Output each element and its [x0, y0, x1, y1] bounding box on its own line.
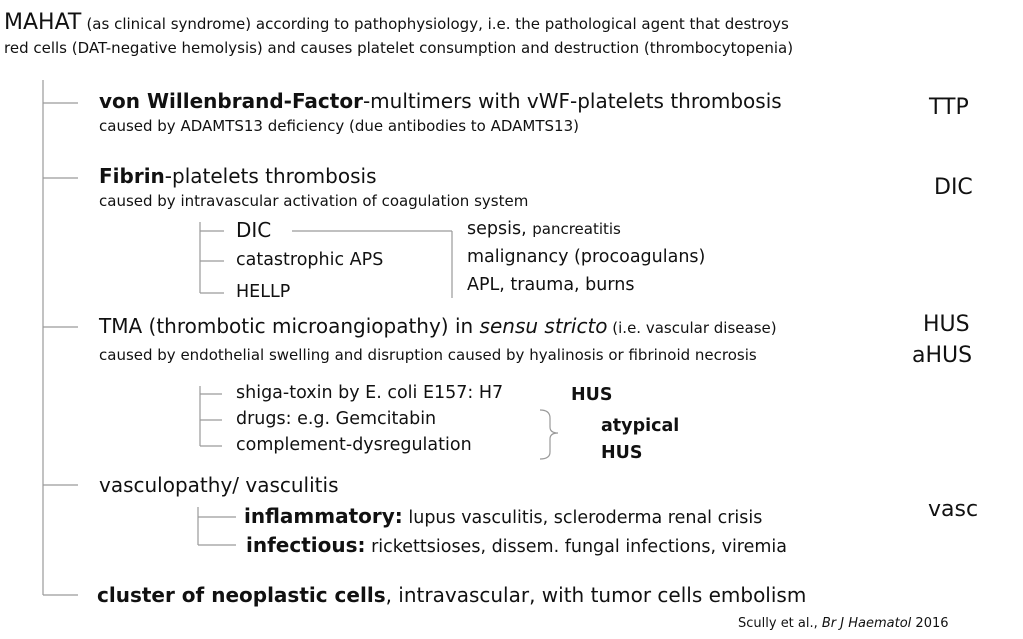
tag-vasc: vasc	[928, 497, 979, 522]
tma-child-tag-atypical-hus: HUS	[601, 443, 643, 463]
ttp-heading-bold: von Willenbrand-Factor	[99, 89, 363, 113]
citation-journal: Br J Haematol	[821, 616, 912, 631]
dic-cause-sepsis	[467, 219, 621, 239]
tag-dic: DIC	[934, 175, 973, 200]
neoplastic-heading	[97, 584, 806, 607]
tma-child-tag-hus: HUS	[571, 385, 613, 405]
citation-year: 2016	[911, 616, 949, 631]
header-text-1: (as clinical syndrome) according to pathophysiology, i.e. the pathological agent that destroys	[86, 15, 789, 33]
dic-child-catastrophic-aps: catastrophic APS	[236, 250, 384, 270]
neoplastic-heading-bold: cluster of neoplastic cells	[97, 583, 386, 607]
dic-heading-rest: -platelets thrombosis	[164, 164, 377, 188]
neoplastic-heading-rest: , intravascular, with tumor cells embolism	[385, 583, 807, 607]
dic-heading	[99, 165, 377, 188]
dic-cause-apl: APL, trauma, burns	[467, 275, 635, 295]
citation	[738, 617, 949, 632]
vasc-infectious-label: infectious:	[246, 533, 366, 557]
tma-subtext: caused by endothelial swelling and disruption caused by hyalinosis or fibrinoid necrosis	[99, 346, 757, 364]
ttp-heading-rest: -multimers with vWF-platelets thrombosis	[362, 89, 782, 113]
tma-heading-italic: sensu stricto	[479, 314, 608, 338]
tag-hus: HUS	[923, 312, 970, 337]
dic-child-hellp: HELLP	[236, 282, 291, 302]
tma-child-complement: complement-dysregulation	[236, 435, 472, 455]
tma-child-tag-atypical: atypical	[601, 416, 680, 436]
dic-child-dic: DIC	[236, 218, 272, 242]
vasc-inflammatory-text: lupus vasculitis, scleroderma renal crisis	[402, 508, 763, 528]
tma-heading	[99, 315, 777, 338]
cause-pancreatitis: pancreatitis	[532, 220, 621, 238]
vasc-inflammatory	[244, 505, 762, 528]
tma-child-drugs: drugs: e.g. Gemcitabin	[236, 409, 437, 429]
citation-authors: Scully et al.,	[738, 616, 822, 631]
vasc-infectious-text: rickettsioses, dissem. fungal infections, viremia	[365, 537, 788, 557]
dic-cause-malignancy: malignancy (procoagulans)	[467, 247, 706, 267]
header-line-1	[4, 10, 789, 35]
tag-ahus: aHUS	[912, 343, 973, 368]
header-title: MAHAT	[4, 10, 82, 35]
dic-heading-bold: Fibrin	[99, 164, 165, 188]
tag-ttp: TTP	[929, 95, 969, 120]
header-text-2: red cells (DAT-negative hemolysis) and causes platelet consumption and destruction (thrombocytopenia)	[4, 39, 794, 57]
dic-subtext: caused by intravascular activation of coagulation system	[99, 192, 529, 210]
tma-heading-main: TMA (thrombotic microangiopathy) in	[99, 314, 480, 338]
ttp-subtext: caused by ADAMTS13 deficiency (due antibodies to ADAMTS13)	[99, 117, 579, 135]
vasc-heading: vasculopathy/ vasculitis	[99, 473, 339, 497]
tma-child-shiga-toxin: shiga-toxin by E. coli E157: H7	[236, 383, 504, 403]
tma-heading-tail: (i.e. vascular disease)	[607, 319, 777, 337]
vasc-inflammatory-label: inflammatory:	[244, 504, 403, 528]
vasc-infectious	[246, 534, 787, 557]
ttp-heading	[99, 90, 782, 113]
cause-sepsis: sepsis,	[467, 219, 527, 239]
